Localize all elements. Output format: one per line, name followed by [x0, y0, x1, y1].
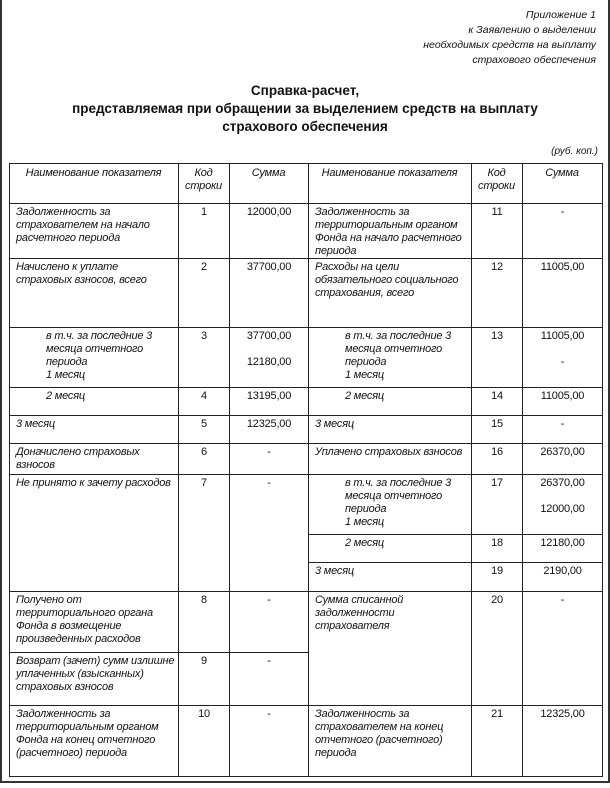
appendix-note [423, 8, 596, 68]
row-code: 18 [491, 537, 503, 549]
appendix-line: необходимых средств на выплату [423, 39, 596, 51]
row-code-cell [471, 534, 523, 563]
row-code-cell [178, 591, 230, 653]
row-code: 12 [491, 261, 503, 273]
row-code-cell [178, 474, 230, 592]
row-code-cell [471, 474, 523, 535]
title-line: Справка-расчет, [250, 83, 360, 98]
row-sum-cell [229, 327, 309, 388]
row-code: 3 [201, 330, 207, 342]
row-sum: - [560, 418, 565, 430]
row-name: Доначислено страховых взносов [16, 446, 140, 471]
row-code: 13 [491, 330, 503, 342]
row-sum-cell [522, 591, 603, 706]
row-code: 11 [491, 206, 503, 218]
row-code: 2 [201, 261, 207, 273]
row-sum: - [560, 594, 565, 606]
row-name-cell [9, 705, 179, 777]
row-code: 20 [491, 594, 503, 606]
row-name: Возврат (зачет) сумм излишне уплаченных (взысканных) страховых взносов [16, 655, 175, 693]
row-code: 1 [201, 206, 207, 218]
row-sum-cell [522, 705, 603, 777]
row-code-cell [471, 443, 523, 475]
row-code: 19 [491, 565, 503, 577]
row-code-cell [178, 443, 230, 475]
row-sum: - [560, 206, 565, 218]
row-sum: - [267, 477, 271, 489]
row-code: 15 [491, 418, 503, 430]
row-name: 3 месяц [315, 565, 354, 577]
row-name-cell [308, 387, 472, 416]
row-name: в т.ч. за последние 3 месяца отчетного периода [345, 477, 452, 515]
column-header-name [9, 163, 179, 204]
row-sum-cell [229, 387, 309, 416]
row-sum: 26370,00 [540, 477, 585, 489]
row-sum-cell [522, 562, 603, 592]
row-name-cell [308, 562, 472, 592]
appendix-line: к Заявлению о выделении [468, 24, 596, 36]
row-sum-cell [522, 415, 603, 444]
column-header-sum [522, 163, 603, 204]
row-code: 8 [201, 594, 207, 606]
row-sum-cell [522, 443, 603, 475]
row-name-cell [9, 443, 179, 475]
row-name: 2 месяц [46, 390, 85, 402]
row-code-cell [178, 203, 230, 259]
row-name-cell [308, 258, 472, 328]
row-name-cell [9, 652, 179, 706]
row-code-cell [471, 327, 523, 388]
row-sum: 37700,00 [246, 261, 292, 273]
column-header-label: Наименование показателя [321, 167, 458, 179]
row-sum: 12325,00 [540, 708, 585, 720]
row-sum: 2190,00 [543, 565, 582, 577]
row-sum: 12000,00 [246, 206, 292, 218]
row-sub-label: 1 месяц [46, 369, 85, 381]
row-name: Уплачено страховых взносов [315, 446, 463, 458]
row-code-cell [471, 203, 523, 259]
row-name-cell [308, 591, 472, 706]
row-name-cell [308, 474, 472, 535]
row-sum: 12180,00 [540, 537, 585, 549]
row-name-cell [308, 327, 472, 388]
row-code-cell [178, 387, 230, 416]
row-code: 16 [491, 446, 503, 458]
row-sum-cell [229, 203, 309, 259]
currency-unit: (руб. коп.) [551, 146, 598, 157]
row-sum: - [267, 708, 271, 720]
row-name: Не принято к зачету расходов [16, 477, 171, 489]
row-sum-cell [229, 258, 309, 328]
row-sum: 11005,00 [540, 390, 585, 402]
row-code: 7 [201, 477, 207, 489]
row-sum: 26370,00 [540, 446, 585, 458]
row-name: в т.ч. за последние 3 месяца отчетного периода [46, 330, 153, 368]
row-code: 21 [491, 708, 503, 720]
row-sum-cell [522, 327, 603, 388]
row-sum-cell [229, 443, 309, 475]
row-code-cell [178, 415, 230, 444]
row-sub-label: 1 месяц [345, 369, 384, 381]
row-name: 2 месяц [345, 537, 384, 549]
row-code: 10 [198, 708, 210, 720]
row-code: 14 [491, 390, 503, 402]
row-sum: 12325,00 [246, 418, 292, 430]
row-name: Задолженность за территориальным органом Фонда на начало расчетного периода [315, 206, 462, 257]
row-name-cell [308, 203, 472, 259]
row-code: 6 [201, 446, 207, 458]
row-sum: 11005,00 [540, 261, 585, 273]
row-name-cell [9, 387, 179, 416]
row-name-cell [9, 203, 179, 259]
row-name: Сумма списанной задолженности страхователя [315, 594, 404, 632]
row-code: 4 [201, 390, 207, 402]
row-name-cell [9, 591, 179, 653]
column-header-label: Код строки [478, 167, 515, 192]
row-code: 9 [201, 655, 207, 667]
column-header-label: Код строки [185, 167, 222, 192]
row-name-cell [9, 474, 179, 592]
row-sum-cell [522, 474, 603, 535]
row-sum-sub: 12000,00 [540, 503, 585, 515]
document-title [0, 82, 610, 136]
row-code-cell [178, 705, 230, 777]
title-line: представляемая при обращении за выделением средств на выплату [72, 101, 538, 116]
row-name: 3 месяц [315, 418, 354, 430]
column-header-code [471, 163, 523, 204]
column-header-code [178, 163, 230, 204]
title-line: страхового обеспечения [222, 119, 388, 134]
row-name-cell [308, 443, 472, 475]
column-header-name [308, 163, 472, 204]
row-code-cell [471, 562, 523, 592]
row-sum-cell [229, 652, 309, 706]
row-name: 2 месяц [345, 390, 384, 402]
row-sum-cell [522, 534, 603, 563]
row-sum-sub: - [560, 356, 565, 368]
row-sum-cell [229, 591, 309, 653]
column-header-label: Наименование показателя [25, 167, 162, 179]
row-name-cell [9, 415, 179, 444]
row-sum-sub: 12180,00 [246, 356, 292, 368]
column-header-sum [229, 163, 309, 204]
row-name-cell [308, 415, 472, 444]
row-name: Задолженность за страхователем на начало расчетного периода [16, 206, 150, 244]
row-sum-cell [522, 387, 603, 416]
row-name: Расходы на цели обязательного социального страхования, всего [315, 261, 459, 299]
row-name: в т.ч. за последние 3 месяца отчетного периода [345, 330, 452, 368]
row-sum: 11005,00 [540, 330, 585, 342]
row-name-cell [9, 327, 179, 388]
row-code-cell [178, 327, 230, 388]
row-name: Задолженность за территориальным органом Фонда на конец отчетного (расчетного) периода [16, 708, 159, 759]
row-code-cell [471, 705, 523, 777]
row-name: Получено от территориального органа Фонда в возмещение произведенных расходов [16, 594, 153, 645]
appendix-line: Приложение 1 [525, 9, 596, 21]
row-sum: 37700,00 [246, 330, 292, 342]
row-code-cell [471, 258, 523, 328]
appendix-line: страхового обеспечения [472, 54, 596, 66]
row-name-cell [308, 534, 472, 563]
row-code-cell [471, 415, 523, 444]
row-sum-cell [522, 258, 603, 328]
row-code: 5 [201, 418, 207, 430]
row-sum: 13195,00 [246, 390, 292, 402]
row-sum: - [267, 594, 271, 606]
row-sum-cell [522, 203, 603, 259]
row-sub-label: 1 месяц [345, 516, 384, 528]
row-code-cell [178, 258, 230, 328]
row-name: Начислено к уплате страховых взносов, всего [16, 261, 147, 286]
row-sum-cell [229, 705, 309, 777]
row-name-cell [9, 258, 179, 328]
row-code-cell [471, 387, 523, 416]
column-header-label: Сумма [545, 167, 579, 179]
row-code: 17 [491, 477, 503, 489]
row-code-cell [178, 652, 230, 706]
row-name-cell [308, 705, 472, 777]
row-sum: - [267, 446, 271, 458]
row-sum-cell [229, 474, 309, 592]
row-sum-cell [229, 415, 309, 444]
row-name: Задолженность за страхователем на конец отчетного (расчетного) периода [315, 708, 444, 759]
row-code-cell [471, 591, 523, 706]
row-sum: - [267, 655, 271, 667]
row-name: 3 месяц [16, 418, 55, 430]
column-header-label: Сумма [251, 167, 286, 179]
